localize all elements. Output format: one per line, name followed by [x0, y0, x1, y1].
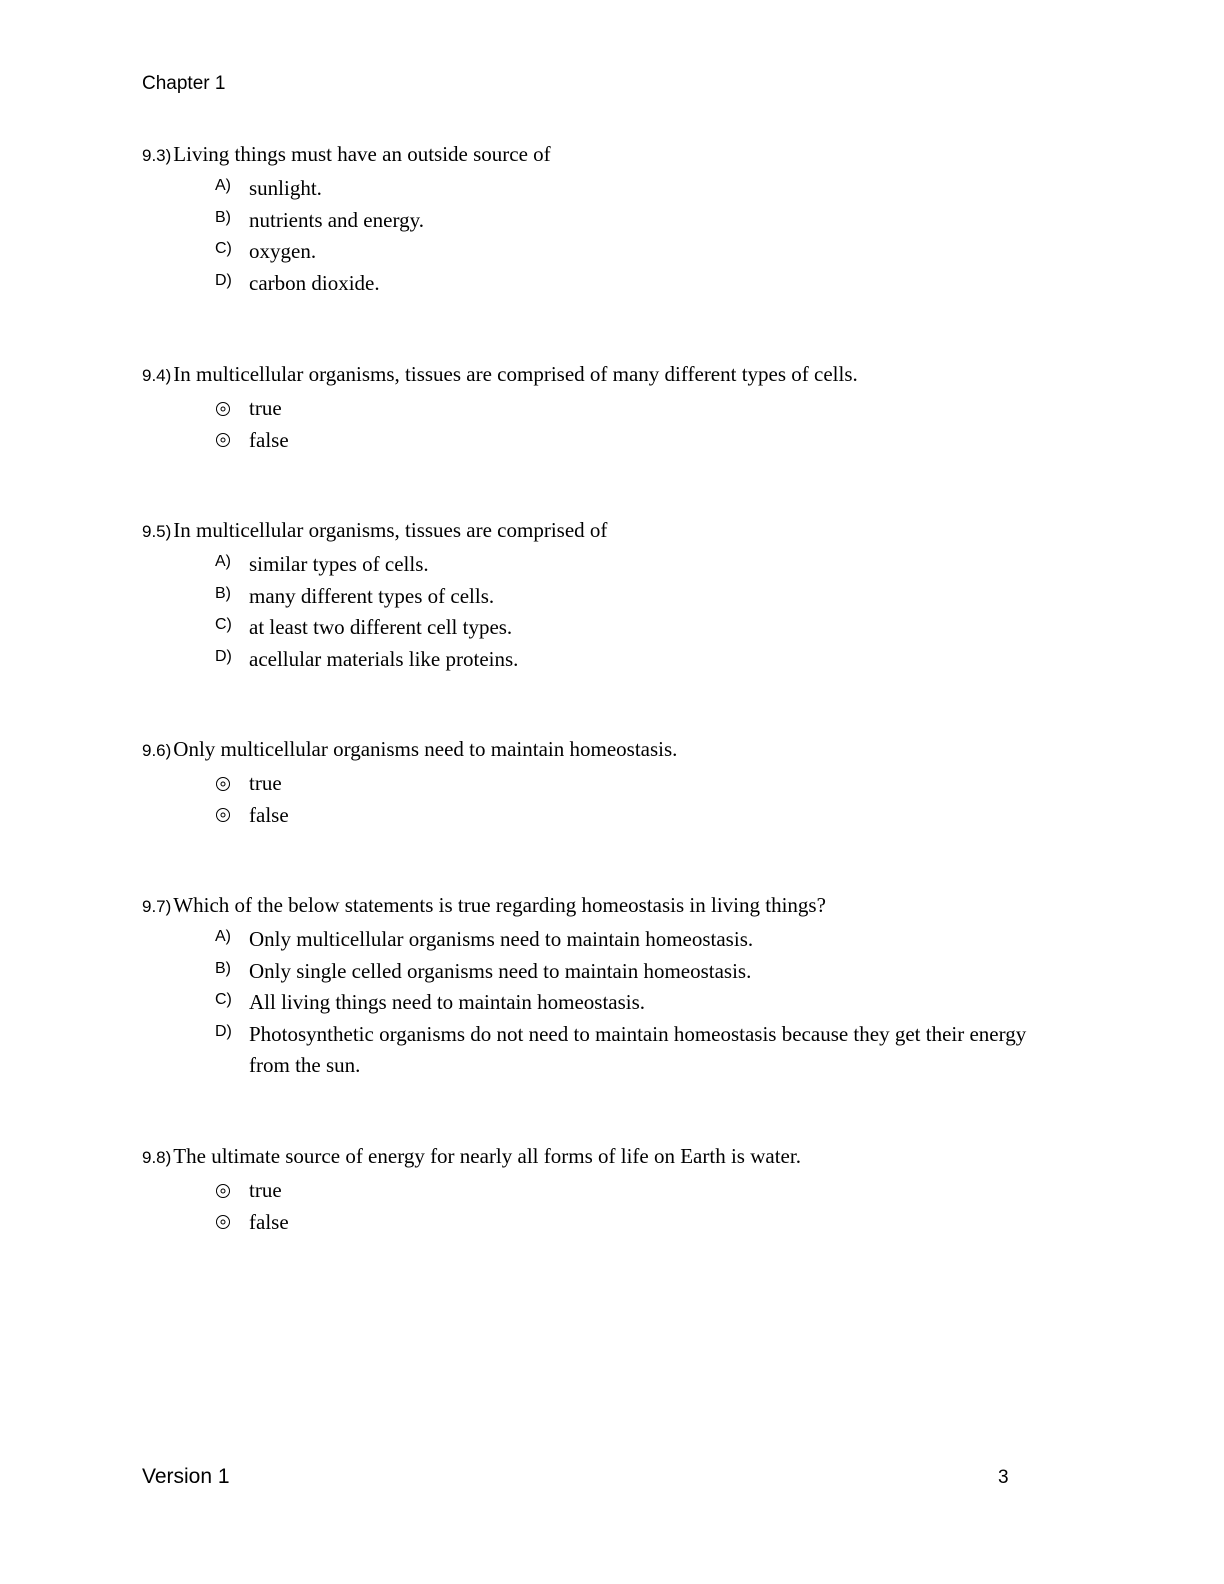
option-text: false — [249, 802, 289, 827]
option-a[interactable] — [215, 173, 1082, 205]
question-9-3 — [142, 142, 1082, 299]
option-d[interactable] — [215, 644, 1082, 676]
option-false[interactable] — [215, 1207, 1082, 1239]
radio-icon[interactable] — [216, 808, 230, 822]
question-text: Living things must have an outside source of — [173, 142, 551, 166]
option-text: sunlight. — [249, 176, 322, 200]
radio-icon[interactable] — [216, 433, 230, 447]
option-text: nutrients and energy. — [249, 207, 424, 232]
question-text: The ultimate source of energy for nearly all forms of life on Earth is water. — [173, 1144, 801, 1168]
question-number: 9.5) — [142, 522, 172, 541]
option-letter: A) — [215, 928, 231, 945]
option-letter: C) — [215, 616, 232, 633]
question-number: 9.3) — [142, 146, 172, 165]
option-b[interactable] — [215, 205, 1082, 237]
option-text: many different types of cells. — [249, 583, 495, 608]
option-text: All living things need to maintain homeostasis. — [249, 990, 646, 1014]
question-number: 9.8) — [142, 1148, 172, 1167]
option-letter: C) — [215, 991, 232, 1008]
option-b[interactable] — [215, 581, 1082, 613]
option-text: at least two different cell types. — [249, 615, 513, 639]
radio-icon[interactable] — [216, 402, 230, 416]
option-true[interactable] — [215, 768, 1082, 800]
option-false[interactable] — [215, 800, 1082, 832]
question-9-5 — [142, 518, 1082, 675]
question-stem — [142, 1144, 1082, 1175]
option-text: true — [249, 771, 282, 795]
option-letter: B) — [215, 959, 231, 977]
option-true[interactable] — [215, 393, 1082, 425]
option-letter: D) — [215, 271, 232, 289]
radio-icon[interactable] — [216, 1184, 230, 1198]
option-letter: C) — [215, 240, 232, 257]
chapter-header: Chapter 1 — [142, 73, 226, 94]
option-letter: B) — [215, 584, 231, 602]
question-stem — [142, 362, 1082, 393]
version-label: Version 1 — [142, 1465, 230, 1488]
option-letter: A) — [215, 553, 231, 570]
option-text: carbon dioxide. — [249, 270, 380, 295]
option-c[interactable] — [215, 236, 1082, 268]
question-stem — [142, 737, 1082, 768]
option-text: Only multicellular organisms need to maintain homeostasis. — [249, 927, 754, 951]
question-number: 9.4) — [142, 366, 172, 385]
option-text: Photosynthetic organisms do not need to maintain homeostasis because they get their energy from the sun. — [249, 1021, 1027, 1077]
question-text: In multicellular organisms, tissues are comprised of many different types of cells. — [173, 362, 858, 386]
question-text: Only multicellular organisms need to maintain homeostasis. — [173, 737, 678, 761]
question-stem — [142, 518, 1082, 549]
option-text: similar types of cells. — [249, 552, 429, 576]
question-number: 9.6) — [142, 741, 172, 760]
option-c[interactable] — [215, 987, 1082, 1019]
option-a[interactable] — [215, 924, 1082, 956]
option-c[interactable] — [215, 612, 1082, 644]
option-letter: B) — [215, 208, 231, 226]
question-9-8 — [142, 1144, 1082, 1238]
option-true[interactable] — [215, 1175, 1082, 1207]
question-9-6 — [142, 737, 1082, 831]
question-text: Which of the below statements is true regarding homeostasis in living things? — [173, 893, 826, 917]
option-letter: D) — [215, 1022, 232, 1040]
option-d[interactable] — [215, 268, 1082, 300]
question-stem — [142, 142, 1082, 173]
option-letter: A) — [215, 177, 231, 194]
option-text: true — [249, 396, 282, 420]
question-number: 9.7) — [142, 897, 172, 916]
question-stem — [142, 893, 1082, 924]
option-false[interactable] — [215, 425, 1082, 457]
option-text: false — [249, 1209, 289, 1234]
question-9-7 — [142, 893, 1082, 1082]
option-text: false — [249, 427, 289, 452]
option-b[interactable] — [215, 956, 1082, 988]
option-text: oxygen. — [249, 239, 317, 263]
page-number: 3 — [998, 1467, 1009, 1488]
radio-icon[interactable] — [216, 777, 230, 791]
option-a[interactable] — [215, 549, 1082, 581]
option-text: Only single celled organisms need to maintain homeostasis. — [249, 958, 752, 983]
option-letter: D) — [215, 647, 232, 665]
option-text: true — [249, 1178, 282, 1202]
question-text: In multicellular organisms, tissues are comprised of — [173, 518, 608, 542]
radio-icon[interactable] — [216, 1215, 230, 1229]
question-9-4 — [142, 362, 1082, 456]
option-d[interactable] — [215, 1019, 1082, 1082]
option-text: acellular materials like proteins. — [249, 646, 519, 671]
